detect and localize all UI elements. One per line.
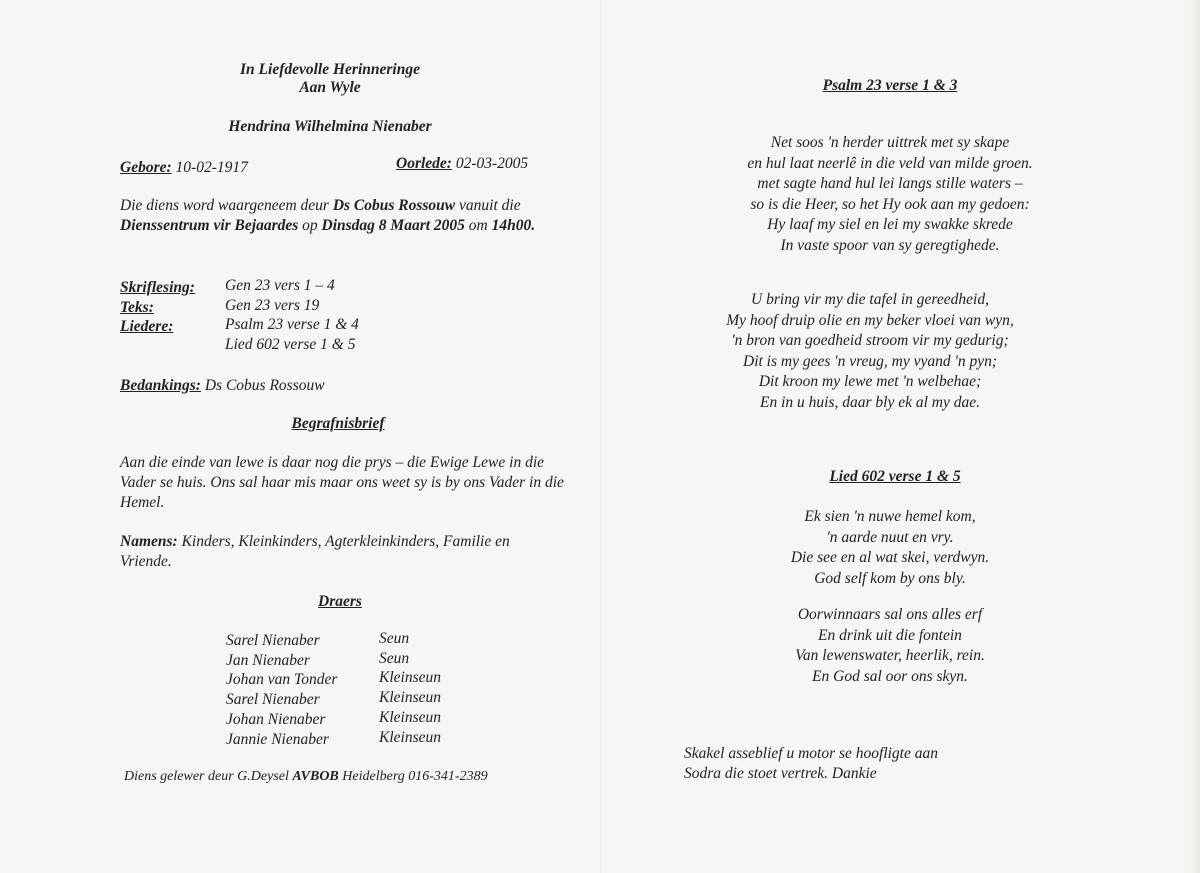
on-behalf-paragraph [120, 532, 565, 572]
heading-line-1: In Liefdevolle Herinneringe [240, 61, 420, 78]
footer-credit [124, 767, 488, 787]
headlights-note-line-1: Skakel asseblief u motor se hoofligte aan [684, 745, 938, 762]
born-date: 10-02-1917 [175, 159, 248, 176]
lied-title: Lied 602 verse 1 & 5 [829, 468, 961, 485]
letter-title: Begrafnisbrief [291, 415, 385, 432]
thanks-label: Bedankings: [120, 377, 201, 394]
verse-line: Ek sien 'n nuwe hemel kom, [804, 508, 976, 525]
service-text-2: vanuit die [455, 197, 521, 214]
bearer-relation: Kleinseun [379, 689, 441, 706]
verse-line: God self kom by ons bly. [814, 569, 966, 587]
died-date: 02-03-2005 [455, 155, 529, 172]
service-text-4: om [464, 217, 492, 234]
lied-stanza-2 [700, 605, 1080, 687]
psalm-stanza-1 [700, 133, 1080, 256]
verse-line: Dit is my gees 'n vreug, my vyand 'n pyn; [743, 352, 997, 370]
verse-line: 'n bron van goedheid stroom vir my gedurig; [731, 332, 1009, 349]
verse-line: En drink uit die fontein [818, 626, 962, 644]
heading-line-2: Aan Wyle [299, 79, 361, 96]
service-date: Dinsdag 8 Maart 2005 [321, 217, 465, 234]
verse-line: Dit kroon my lewe met 'n welbehae; [758, 373, 982, 390]
verse-line: U bring vir my die tafel in gereedheid, [751, 291, 989, 308]
headlights-note-line-2: Sodra die stoet vertrek. Dankie [684, 765, 877, 782]
born-label: Gebore: [120, 159, 172, 176]
reading-label-teks: Teks: [120, 299, 154, 316]
verse-line: en hul laat neerlê in die veld van milde groen. [747, 154, 1033, 172]
bearer-name: Jannie Nienaber [226, 731, 329, 748]
footer-pre: Diens gelewer deur G.Deysel [124, 769, 293, 784]
bearer-relation: Seun [379, 630, 410, 647]
on-behalf-label: Namens: [120, 533, 178, 550]
bearers-title: Draers [318, 593, 362, 610]
service-minister: Ds Cobus Rossouw [332, 197, 456, 214]
bearer-name: Sarel Nienaber [226, 691, 320, 708]
footer-brand: AVBOB [292, 769, 339, 784]
bearer-relation: Seun [379, 650, 410, 667]
verse-line: Oorwinnaars sal ons alles erf [797, 606, 983, 623]
psalm-title: Psalm 23 verse 1 & 3 [822, 77, 958, 94]
died-label: Oorlede: [396, 155, 452, 172]
verse-line: 'n aarde nuut en vry. [826, 528, 954, 546]
thanks-value: Ds Cobus Rossouw [204, 377, 325, 394]
verse-line: met sagte hand hul lei langs stille waters – [757, 175, 1023, 192]
psalm-stanza-2 [680, 290, 1060, 413]
footer-post: Heidelberg 016-341-2389 [338, 769, 488, 784]
reading-value-teks: Gen 23 vers 19 [225, 297, 320, 314]
bearer-relation: Kleinseun [379, 709, 441, 726]
verse-line: Net soos 'n herder uittrek met sy skape [770, 134, 1010, 151]
verse-line: En in u huis, daar bly ek al my dae. [760, 393, 980, 411]
service-text-3: op [298, 217, 322, 234]
page-edge-shadow [1190, 0, 1200, 873]
verse-line: so is die Heer, so het Hy ook aan my gedoen: [750, 195, 1030, 213]
bearer-name: Sarel Nienaber [226, 632, 320, 649]
verse-line: My hoof druip olie en my beker vloei van wyn, [726, 311, 1014, 329]
deceased-name: Hendrina Wilhelmina Nienaber [228, 118, 432, 135]
bearer-name: Johan van Tonder [226, 671, 338, 688]
service-time: 14h00. [491, 217, 536, 234]
letter-text: Aan die einde van lewe is daar nog die prys – die Ewige Lewe in die Vader se huis. Ons sal haar mis maar ons weet sy is by ons Vader in die Hemel. [120, 454, 564, 511]
on-behalf-value: Kinders, Kleinkinders, Agterkleinkinders, Familie en Vriende. [120, 533, 510, 570]
lied-stanza-1 [710, 507, 1070, 589]
verse-line: Die see en al wat skei, verdwyn. [790, 549, 990, 566]
service-paragraph [120, 196, 560, 236]
reading-label-liedere: Liedere: [120, 318, 174, 335]
page-fold [600, 0, 601, 873]
verse-line: In vaste spoor van sy geregtighede. [780, 236, 1000, 254]
verse-line: Van lewenswater, heerlik, rein. [795, 647, 985, 664]
born-row [120, 158, 248, 178]
bearer-name: Jan Nienaber [226, 652, 310, 669]
reading-label-skriflesing: Skriflesing: [120, 279, 195, 296]
bearer-relation: Kleinseun [379, 729, 441, 746]
bearer-name: Johan Nienaber [226, 711, 326, 728]
died-row [396, 154, 528, 174]
service-venue: Dienssentrum vir Bejaardes [120, 217, 299, 234]
reading-value-liedere-2: Lied 602 verse 1 & 5 [225, 336, 356, 353]
verse-line: Hy laaf my siel en lei my swakke skrede [767, 216, 1013, 233]
reading-value-skriflesing: Gen 23 vers 1 – 4 [225, 277, 335, 294]
thanks-row [120, 376, 325, 396]
verse-line: En God sal oor ons skyn. [812, 667, 968, 685]
service-text-1: Die diens word waargeneem deur [120, 197, 333, 214]
bearer-relation: Kleinseun [379, 669, 441, 686]
reading-value-liedere-1: Psalm 23 verse 1 & 4 [225, 316, 359, 333]
